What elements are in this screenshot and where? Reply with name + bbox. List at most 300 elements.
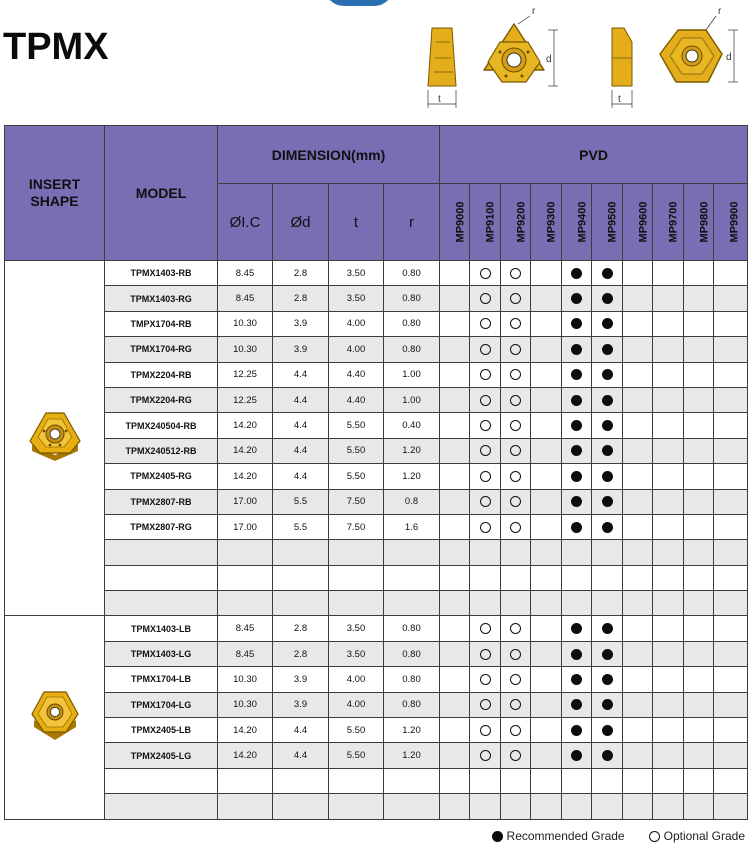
grade-cell [714,718,748,743]
empty-cell [684,591,714,616]
grade-cell [470,464,501,489]
grade-cell [684,286,714,311]
grade-cell [653,718,684,743]
grade-cell [714,616,748,641]
grade-cell [470,337,501,362]
dimension-cell: 4.4 [273,464,329,489]
dimension-cell: 8.45 [218,616,273,641]
grade-cell [714,667,748,692]
model-cell: TMPX1704-RB [105,311,218,336]
grade-cell [531,514,562,539]
grade-cell [501,692,531,717]
recommended-marker-icon [571,445,582,456]
dimension-cell: 3.9 [273,692,329,717]
grade-cell [531,438,562,463]
empty-cell [440,794,470,819]
grade-cell [562,718,592,743]
grade-cell [501,387,531,412]
dimension-cell: 17.00 [218,489,273,514]
grade-label: MP9900 [728,201,741,243]
grade-col-header [714,184,748,261]
dimension-cell: 5.50 [329,413,384,438]
grade-col-header [684,184,714,261]
grade-cell [562,337,592,362]
recommended-marker-icon [571,344,582,355]
grade-cell [531,337,562,362]
chipbreaker-insert-icon [24,454,86,471]
grade-cell [470,261,501,286]
dimension-cell: 1.00 [384,387,440,412]
grade-cell [653,641,684,666]
grade-label: MP9100 [484,201,497,243]
insert-dimension-diagram-2 [598,2,748,114]
grade-cell [501,667,531,692]
empty-cell [684,794,714,819]
grade-cell [623,641,653,666]
dimension-cell: 4.4 [273,438,329,463]
dimension-cell: 1.20 [384,718,440,743]
grade-cell [440,616,470,641]
dimension-cell: 3.50 [329,641,384,666]
optional-marker-icon [510,369,521,380]
dimension-cell: 0.80 [384,286,440,311]
empty-cell [653,540,684,565]
recommended-marker-icon [571,750,582,761]
insert-shape-cell [5,616,105,819]
empty-table-row [5,768,748,793]
dimension-cell: 0.80 [384,311,440,336]
model-cell: TPMX2405-LG [105,743,218,768]
model-cell: TPMX240504-RB [105,413,218,438]
empty-cell [684,565,714,590]
grade-cell [562,413,592,438]
grade-cell [714,387,748,412]
grade-cell [653,743,684,768]
dimension-cell: 3.50 [329,616,384,641]
grade-cell [653,362,684,387]
empty-cell [384,540,440,565]
grade-cell [592,311,623,336]
dimension-cell: 0.80 [384,641,440,666]
grade-cell [714,337,748,362]
diagram-1-d-label: d [546,54,552,65]
grade-cell [531,743,562,768]
grade-cell [714,362,748,387]
dimension-cell: 14.20 [218,743,273,768]
optional-marker-icon [510,674,521,685]
recommended-marker-icon [571,420,582,431]
grade-cell [592,464,623,489]
empty-cell [592,540,623,565]
empty-cell [501,768,531,793]
dimension-cell: 4.00 [329,337,384,362]
empty-cell [105,591,218,616]
dimension-cell: 10.30 [218,667,273,692]
recommended-marker-icon [571,699,582,710]
grade-cell [714,464,748,489]
grade-cell [562,286,592,311]
empty-cell [384,591,440,616]
grade-col-header [592,184,623,261]
grade-cell [501,489,531,514]
grade-cell [684,743,714,768]
grade-label: MP9600 [637,201,650,243]
recommended-marker-icon [602,268,613,279]
empty-cell [470,565,501,590]
optional-marker-icon [510,522,521,533]
dimension-cell: 0.80 [384,337,440,362]
empty-cell [714,591,748,616]
dimension-cell: 4.4 [273,387,329,412]
grade-cell [714,514,748,539]
table-row [5,718,748,743]
model-cell: TPMX1704-RG [105,337,218,362]
recommended-marker-icon [602,471,613,482]
dimension-cell: 14.20 [218,718,273,743]
empty-cell [329,540,384,565]
grade-cell [653,667,684,692]
dimension-cell: 1.6 [384,514,440,539]
grade-cell [623,337,653,362]
grade-cell [440,286,470,311]
grade-cell [623,667,653,692]
optional-marker-icon [480,395,491,406]
dimension-cell: 4.00 [329,692,384,717]
optional-marker-icon [480,318,491,329]
grade-cell [623,438,653,463]
dimension-cell: 5.5 [273,489,329,514]
grade-cell [592,718,623,743]
optional-marker-icon [510,496,521,507]
legend [492,829,745,843]
dimension-cell: 7.50 [329,489,384,514]
empty-cell [623,794,653,819]
header-accent-shape [324,0,394,6]
recommended-marker-icon [602,674,613,685]
recommended-marker-icon [571,496,582,507]
grade-col-header [653,184,684,261]
grade-label: MP9400 [576,201,589,243]
recommended-marker-icon [571,522,582,533]
optional-marker-icon [510,420,521,431]
model-cell: TPMX1403-RB [105,261,218,286]
grade-cell [623,311,653,336]
grade-cell [440,311,470,336]
optional-marker-icon [510,750,521,761]
grade-cell [684,337,714,362]
grade-cell [501,413,531,438]
empty-cell [531,768,562,793]
optional-marker-icon [510,445,521,456]
grade-cell [592,489,623,514]
dimension-cell: 7.50 [329,514,384,539]
grade-col-header [470,184,501,261]
grade-cell [714,489,748,514]
empty-cell [329,565,384,590]
optional-marker-icon [480,369,491,380]
grade-cell [501,464,531,489]
diagram-2-r-label: r [718,6,722,17]
model-cell: TPMX1704-LG [105,692,218,717]
grade-cell [714,438,748,463]
grade-cell [592,286,623,311]
grade-cell [440,489,470,514]
grade-cell [684,489,714,514]
empty-cell [440,768,470,793]
grade-cell [470,514,501,539]
grade-cell [653,489,684,514]
grade-cell [623,464,653,489]
empty-cell [562,768,592,793]
grade-cell [501,718,531,743]
recommended-marker-icon [602,649,613,660]
recommended-marker-icon [602,750,613,761]
grade-cell [440,514,470,539]
grade-cell [684,387,714,412]
empty-cell [531,794,562,819]
empty-cell [470,768,501,793]
diagram-2-d-label: d [726,52,732,63]
empty-cell [501,591,531,616]
table-row [5,387,748,412]
optional-marker-icon [510,649,521,660]
table-row [5,438,748,463]
optional-marker-icon [480,420,491,431]
empty-cell [384,565,440,590]
grade-cell [562,438,592,463]
dimension-cell: 14.20 [218,438,273,463]
dimension-cell: 0.80 [384,692,440,717]
grade-label: MP9000 [454,201,467,243]
grade-cell [623,362,653,387]
model-cell: TPMX2405-LB [105,718,218,743]
grade-cell [531,387,562,412]
grade-cell [531,692,562,717]
grade-cell [592,261,623,286]
grade-label: MP9800 [698,201,711,243]
empty-cell [653,591,684,616]
grade-cell [714,311,748,336]
table-row [5,616,748,641]
optional-marker-icon [480,725,491,736]
grade-cell [623,514,653,539]
grade-cell [562,641,592,666]
recommended-marker-icon [571,395,582,406]
dimension-cell: 4.40 [329,362,384,387]
empty-table-row [5,540,748,565]
model-cell: TPMX1403-LB [105,616,218,641]
empty-cell [273,794,329,819]
grade-cell [501,743,531,768]
grade-cell [470,616,501,641]
empty-cell [653,794,684,819]
empty-cell [218,540,273,565]
dimension-cell: 4.40 [329,387,384,412]
empty-cell [105,794,218,819]
dimension-cell: 10.30 [218,311,273,336]
optional-marker-icon [510,471,521,482]
grade-cell [653,464,684,489]
grade-cell [440,413,470,438]
empty-cell [470,591,501,616]
dimension-cell: 14.20 [218,464,273,489]
grade-cell [440,641,470,666]
insert-shape-header: INSERT SHAPE [5,126,105,261]
grade-cell [623,489,653,514]
empty-cell [440,540,470,565]
empty-cell [714,565,748,590]
optional-marker-icon [480,750,491,761]
empty-cell [592,565,623,590]
grade-cell [562,311,592,336]
optional-marker-icon [510,344,521,355]
grade-cell [684,311,714,336]
grade-cell [440,387,470,412]
grade-cell [592,387,623,412]
grade-cell [592,362,623,387]
grade-cell [562,514,592,539]
optional-marker-icon [480,623,491,634]
empty-cell [592,591,623,616]
grade-cell [684,718,714,743]
empty-cell [273,768,329,793]
empty-cell [562,540,592,565]
grade-cell [684,616,714,641]
dimension-cell: 0.40 [384,413,440,438]
grade-cell [470,641,501,666]
diagram-1-t-label: t [438,94,441,105]
grade-cell [714,413,748,438]
empty-cell [329,768,384,793]
recommended-marker-icon [571,649,582,660]
empty-cell [384,794,440,819]
grade-cell [470,489,501,514]
grade-cell [684,438,714,463]
empty-cell [684,540,714,565]
dimension-cell: 3.50 [329,286,384,311]
dimension-cell: 4.4 [273,362,329,387]
recommended-marker-icon [571,623,582,634]
grade-cell [714,641,748,666]
grade-cell [653,413,684,438]
grade-cell [470,692,501,717]
grade-cell [440,261,470,286]
grade-cell [531,286,562,311]
grade-cell [501,616,531,641]
optional-marker-icon [480,344,491,355]
empty-table-row [5,591,748,616]
empty-cell [562,591,592,616]
empty-cell [531,565,562,590]
empty-cell [273,591,329,616]
grade-cell [623,743,653,768]
grade-cell [440,743,470,768]
grade-cell [531,667,562,692]
model-cell: TPMX2204-RB [105,362,218,387]
empty-cell [218,794,273,819]
recommended-marker-icon [571,471,582,482]
empty-cell [440,591,470,616]
grade-cell [653,286,684,311]
optional-marker-icon [480,471,491,482]
optional-marker-icon [480,649,491,660]
grade-cell [623,261,653,286]
recommended-marker-icon [602,420,613,431]
grade-cell [501,438,531,463]
optional-marker-icon [480,496,491,507]
dimension-cell: 2.8 [273,616,329,641]
grade-cell [623,413,653,438]
grade-cell [531,641,562,666]
optional-marker-icon [480,522,491,533]
grade-cell [714,261,748,286]
grade-cell [592,514,623,539]
dimension-cell: 3.9 [273,337,329,362]
empty-cell [653,768,684,793]
grade-cell [470,387,501,412]
dimension-cell: 4.00 [329,311,384,336]
empty-cell [501,794,531,819]
empty-cell [714,794,748,819]
grade-cell [562,743,592,768]
insert-shape-cell [5,261,105,616]
model-cell: TPMX1704-LB [105,667,218,692]
optional-marker-icon [510,318,521,329]
dimension-cell: 2.8 [273,261,329,286]
diagram-2-t-label: t [618,94,621,105]
dimension-cell: 1.20 [384,464,440,489]
table-row [5,464,748,489]
optional-marker-icon [510,395,521,406]
table-row [5,413,748,438]
grade-cell [714,286,748,311]
dimension-cell: 1.20 [384,743,440,768]
empty-cell [653,565,684,590]
grade-cell [531,413,562,438]
recommended-marker-icon [602,623,613,634]
grade-cell [531,464,562,489]
diagram-1-r-label: r [532,6,536,17]
grade-cell [470,718,501,743]
grade-cell [562,667,592,692]
grade-cell [440,337,470,362]
dimension-cell: 12.25 [218,387,273,412]
grade-cell [562,261,592,286]
grade-cell [531,616,562,641]
dimension-cell: 10.30 [218,337,273,362]
recommended-marker-icon [571,293,582,304]
grade-cell [653,337,684,362]
grade-cell [470,413,501,438]
grade-cell [470,667,501,692]
grade-cell [623,387,653,412]
optional-marker-icon [480,674,491,685]
empty-cell [714,768,748,793]
grade-cell [531,489,562,514]
recommended-marker-icon [602,395,613,406]
grade-cell [592,692,623,717]
recommended-marker-icon [492,831,503,842]
grade-col-header [501,184,531,261]
empty-cell [329,794,384,819]
model-cell: TPMX1403-RG [105,286,218,311]
model-cell: TPMX2807-RG [105,514,218,539]
grade-cell [470,311,501,336]
recommended-marker-icon [602,445,613,456]
dimension-cell: 17.00 [218,514,273,539]
grade-cell [684,413,714,438]
grade-cell [562,362,592,387]
